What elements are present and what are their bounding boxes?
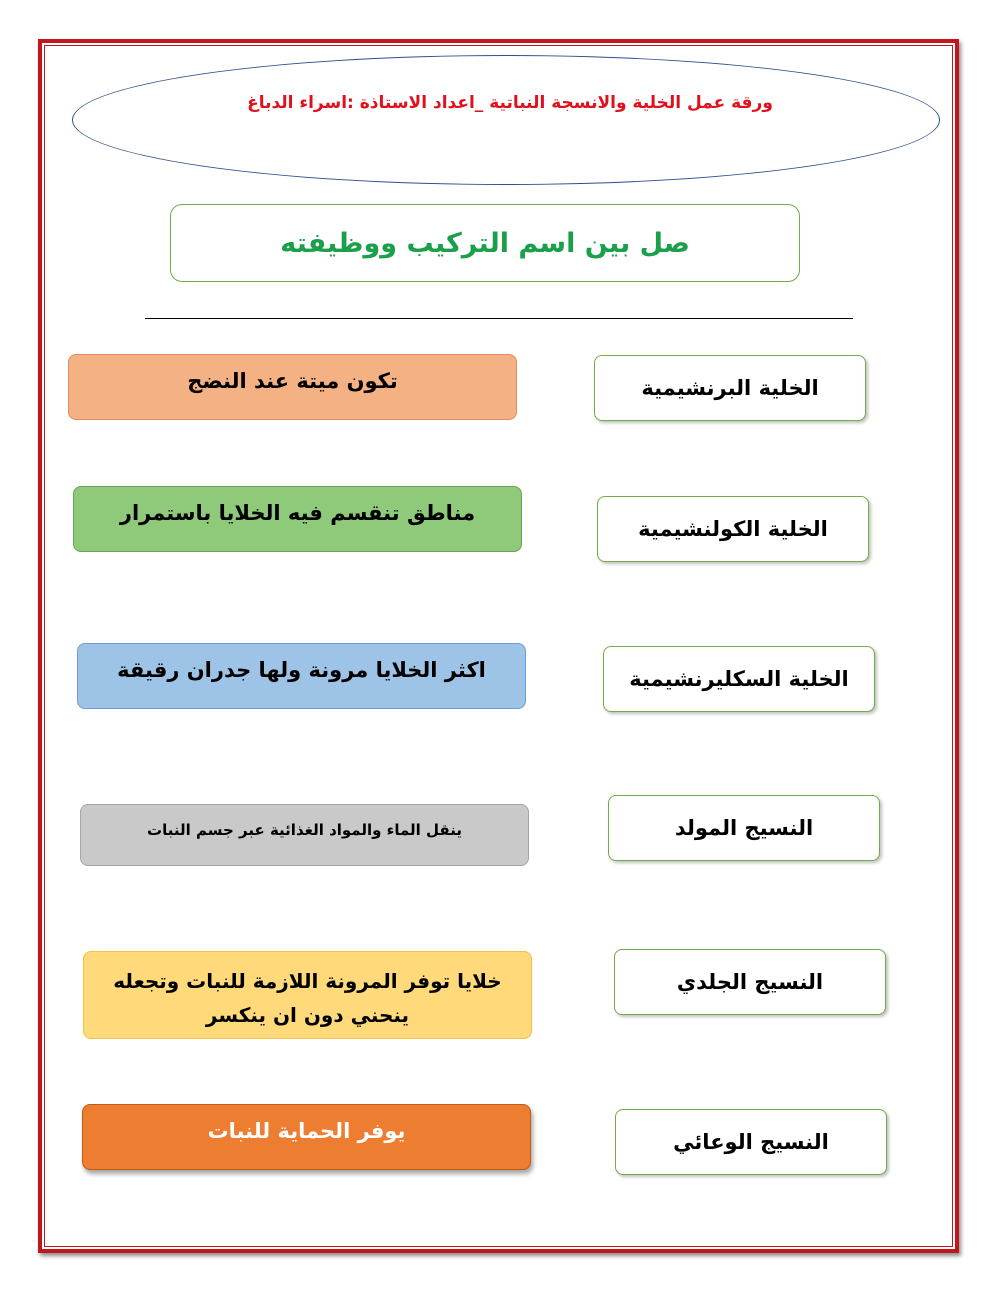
instruction-text: صل بين اسم التركيب ووظيفته — [280, 227, 690, 259]
definition-text-6: يوفر الحماية للنبات — [207, 1119, 406, 1143]
definition-text-4: ينقل الماء والمواد الغذائية عبر جسم النبات — [147, 821, 462, 839]
worksheet-title: ورقة عمل الخلية والانسجة النباتية _اعداد الاستاذة :اسراء الدباغ — [247, 93, 773, 113]
term-text-6: النسيج الوعائي — [673, 1130, 829, 1154]
title-ellipse — [72, 55, 940, 185]
definition-card-2[interactable] — [73, 486, 522, 552]
term-card-5[interactable] — [614, 949, 886, 1015]
definition-card-6[interactable] — [82, 1104, 531, 1170]
definition-card-5[interactable] — [83, 951, 532, 1039]
definition-text-1: تكون ميتة عند النضج — [187, 369, 398, 393]
term-card-3[interactable] — [603, 646, 875, 712]
term-text-1: الخلية البرنشيمية — [641, 376, 819, 400]
definition-card-4[interactable] — [80, 804, 529, 866]
term-card-1[interactable] — [594, 355, 866, 421]
definition-text-3: اكثر الخلايا مرونة ولها جدران رقيقة — [117, 658, 486, 682]
definition-text-5-line-1: خلايا توفر المرونة اللازمة للنبات وتجعله — [113, 969, 502, 993]
divider-line — [145, 318, 853, 319]
term-text-4: النسيج المولد — [674, 816, 814, 840]
term-text-2: الخلية الكولنشيمية — [638, 517, 828, 541]
term-text-3: الخلية السكليرنشيمية — [629, 667, 849, 691]
term-card-2[interactable] — [597, 496, 869, 562]
term-card-4[interactable] — [608, 795, 880, 861]
definition-text-2: مناطق تنقسم فيه الخلايا باستمرار — [119, 501, 476, 525]
definition-card-3[interactable] — [77, 643, 526, 709]
definition-text-5 — [113, 964, 501, 1032]
term-text-5: النسيج الجلدي — [676, 970, 824, 994]
term-card-6[interactable] — [615, 1109, 887, 1175]
instruction-box — [170, 204, 800, 282]
definition-text-5-line-2: ينحني دون ان ينكسر — [205, 1003, 410, 1027]
definition-card-1[interactable] — [68, 354, 517, 420]
